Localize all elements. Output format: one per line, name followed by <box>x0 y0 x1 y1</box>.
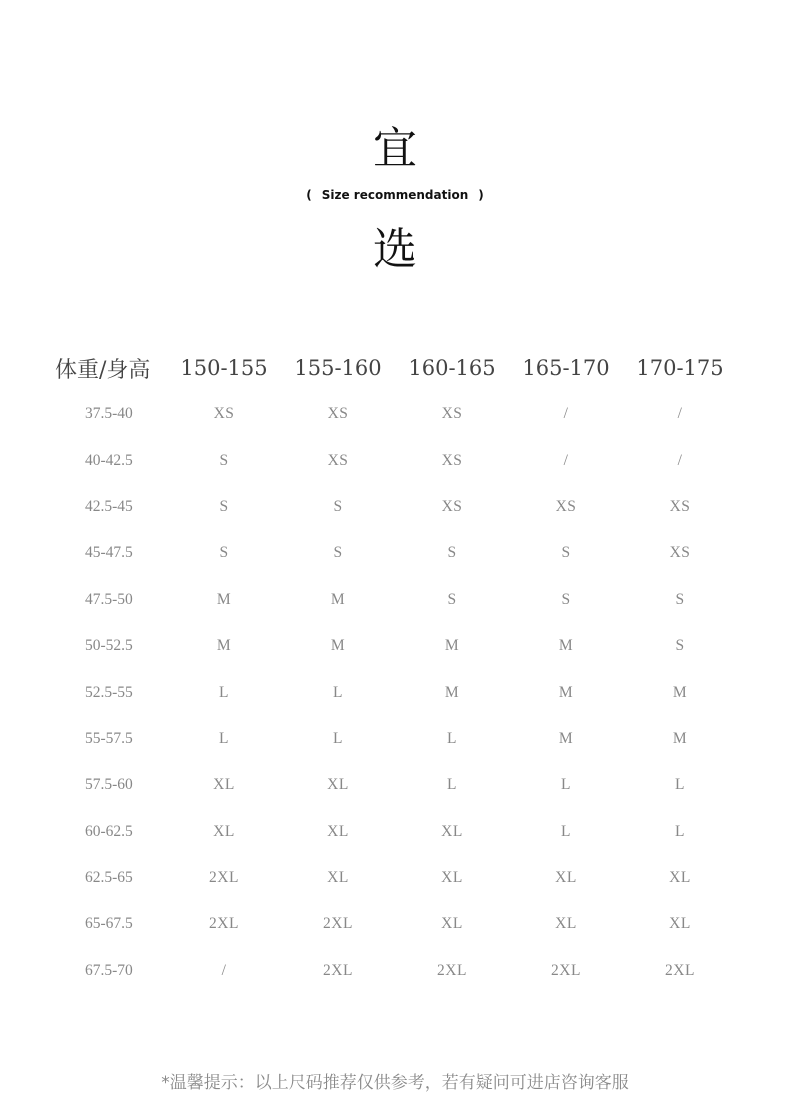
size-cell: XL <box>669 869 691 887</box>
size-cell: 2XL <box>551 961 581 979</box>
size-cell: XL <box>555 915 577 933</box>
subtitle-text: Size recommendation <box>321 188 469 202</box>
size-cell: M <box>558 637 574 655</box>
size-cell: L <box>333 683 343 701</box>
table-row <box>55 530 737 576</box>
size-cell: S <box>333 544 343 562</box>
size-cell: 2XL <box>209 915 239 933</box>
size-cell: XL <box>327 776 349 794</box>
weight-range-cell: 47.5-50 <box>85 590 133 608</box>
size-cell: XL <box>555 869 577 887</box>
size-cell: M <box>672 729 688 747</box>
size-cell: M <box>558 729 574 747</box>
size-cell: / <box>563 405 569 423</box>
size-cell: XL <box>213 822 235 840</box>
column-header: 170-175 <box>636 356 724 380</box>
size-cell: XL <box>327 822 349 840</box>
size-cell: XS <box>555 497 577 515</box>
table-row <box>55 669 737 715</box>
table-row <box>55 762 737 808</box>
size-cell: / <box>221 961 227 979</box>
size-cell: 2XL <box>665 961 695 979</box>
size-cell: / <box>677 451 683 469</box>
size-cell: XL <box>441 915 463 933</box>
size-cell: XL <box>669 915 691 933</box>
title-top-char: 宜 <box>373 123 417 174</box>
size-cell: 2XL <box>209 869 239 887</box>
size-cell: L <box>219 729 229 747</box>
weight-range-cell: 42.5-45 <box>85 497 133 515</box>
size-cell: 2XL <box>323 961 353 979</box>
table-body <box>55 391 737 994</box>
size-cell: XL <box>327 869 349 887</box>
column-header: 155-160 <box>294 356 382 380</box>
size-cell: L <box>675 822 685 840</box>
size-cell: XS <box>669 544 691 562</box>
table-row <box>55 623 737 669</box>
subtitle-open-paren: ( <box>306 188 312 202</box>
table-row <box>55 577 737 623</box>
size-cell: L <box>219 683 229 701</box>
size-cell: L <box>561 776 571 794</box>
size-cell: L <box>561 822 571 840</box>
size-cell: XS <box>327 405 349 423</box>
size-cell: S <box>447 590 457 608</box>
table-row <box>55 855 737 901</box>
size-cell: 2XL <box>323 915 353 933</box>
size-cell: XL <box>213 776 235 794</box>
weight-range-cell: 50-52.5 <box>85 637 133 655</box>
size-cell: L <box>447 729 457 747</box>
size-cell: XS <box>441 451 463 469</box>
size-cell: S <box>219 544 229 562</box>
size-cell: XS <box>669 497 691 515</box>
size-cell: M <box>444 683 460 701</box>
weight-range-cell: 45-47.5 <box>85 544 133 562</box>
table-header-row <box>55 345 737 391</box>
corner-label: 体重/身高 <box>55 357 151 383</box>
size-cell: M <box>216 590 232 608</box>
title-bottom-char: 选 <box>373 224 417 275</box>
table-row <box>55 948 737 994</box>
size-cell: S <box>333 497 343 515</box>
weight-range-cell: 57.5-60 <box>85 776 133 794</box>
size-cell: M <box>444 637 460 655</box>
weight-range-cell: 60-62.5 <box>85 822 133 840</box>
size-cell: L <box>447 776 457 794</box>
column-header: 165-170 <box>522 356 610 380</box>
size-cell: XL <box>441 822 463 840</box>
weight-range-cell: 62.5-65 <box>85 869 133 887</box>
size-cell: S <box>561 544 571 562</box>
size-cell: 2XL <box>437 961 467 979</box>
size-cell: S <box>675 637 685 655</box>
size-cell: XL <box>441 869 463 887</box>
size-cell: / <box>563 451 569 469</box>
column-header: 150-155 <box>180 356 268 380</box>
size-cell: S <box>219 451 229 469</box>
size-cell: M <box>330 590 346 608</box>
weight-range-cell: 37.5-40 <box>85 405 133 423</box>
weight-range-cell: 55-57.5 <box>85 729 133 747</box>
table-row <box>55 809 737 855</box>
subtitle <box>0 188 790 202</box>
size-cell: XS <box>441 405 463 423</box>
size-recommendation-table <box>55 345 737 994</box>
size-cell: XS <box>327 451 349 469</box>
size-cell: L <box>333 729 343 747</box>
size-cell: XS <box>441 497 463 515</box>
table-row <box>55 391 737 437</box>
table-row <box>55 716 737 762</box>
size-cell: S <box>219 497 229 515</box>
weight-range-cell: 65-67.5 <box>85 915 133 933</box>
table-row <box>55 901 737 947</box>
subtitle-close-paren: ) <box>478 188 484 202</box>
footer-note: *温馨提示：以上尺码推荐仅供参考，若有疑问可进店咨询客服 <box>161 1073 629 1093</box>
weight-range-cell: 52.5-55 <box>85 683 133 701</box>
size-cell: M <box>216 637 232 655</box>
size-cell: XS <box>213 405 235 423</box>
size-cell: M <box>672 683 688 701</box>
table-row <box>55 484 737 530</box>
size-cell: S <box>675 590 685 608</box>
size-cell: M <box>330 637 346 655</box>
size-cell: M <box>558 683 574 701</box>
table-row <box>55 437 737 483</box>
weight-range-cell: 67.5-70 <box>85 961 133 979</box>
column-header: 160-165 <box>408 356 496 380</box>
size-cell: / <box>677 405 683 423</box>
size-cell: L <box>675 776 685 794</box>
weight-range-cell: 40-42.5 <box>85 451 133 469</box>
size-cell: S <box>447 544 457 562</box>
size-cell: S <box>561 590 571 608</box>
